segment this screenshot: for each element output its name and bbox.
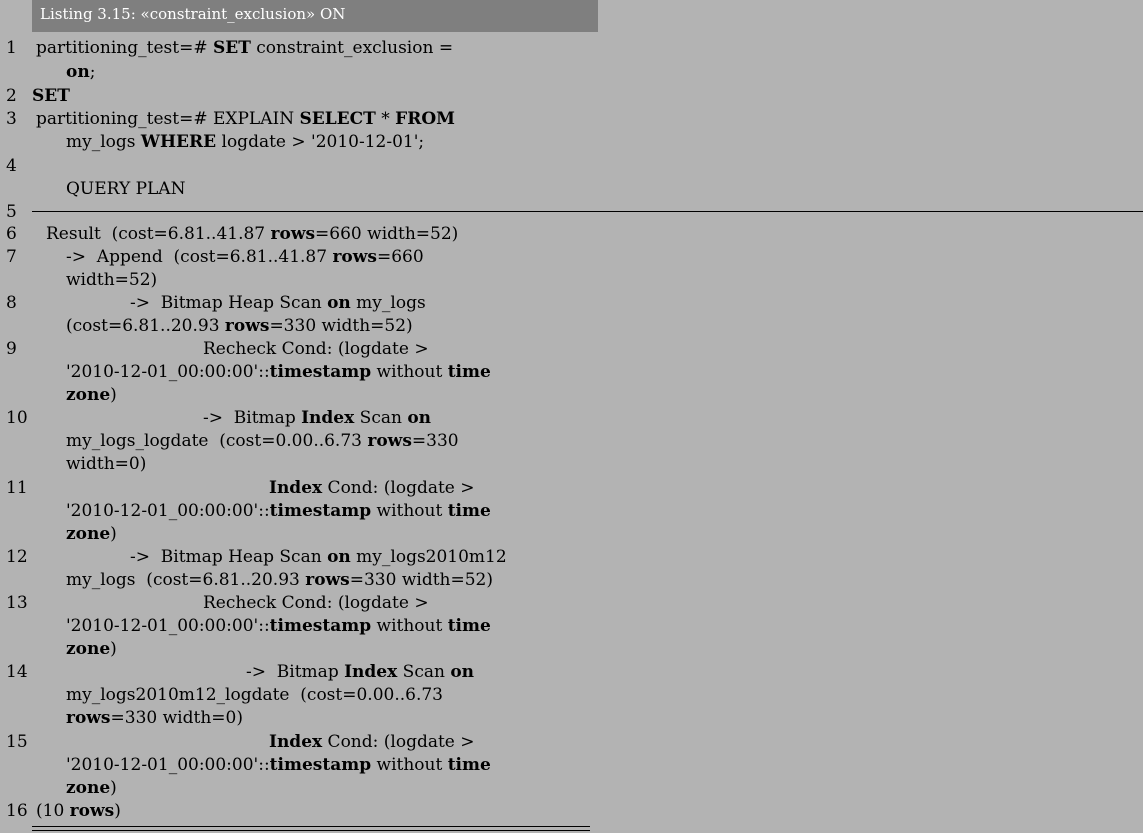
line-number: 12	[6, 547, 28, 567]
code-line	[0, 155, 1143, 178]
line-number: 14	[6, 662, 28, 682]
line-number: 1	[6, 38, 17, 58]
code-text: my_logs (cost=6.81..20.93 rows=330 width=52)	[66, 570, 494, 590]
code-line	[0, 85, 1143, 108]
code-line	[0, 523, 1143, 546]
code-text: zone)	[66, 524, 117, 544]
code-text: -> Bitmap Heap Scan on my_logs2010m12	[130, 547, 507, 567]
code-line	[0, 223, 1143, 246]
code-line	[0, 131, 1143, 154]
line-number: 5	[6, 202, 17, 222]
line-number: 10	[6, 408, 28, 428]
code-text: (cost=6.81..20.93 rows=330 width=52)	[66, 316, 413, 336]
code-text: partitioning_test=# EXPLAIN SELECT * FROM	[36, 109, 455, 129]
code-line	[0, 569, 1143, 592]
code-line	[0, 178, 1143, 201]
line-number: 6	[6, 224, 17, 244]
code-text: -> Bitmap Heap Scan on my_logs	[130, 293, 426, 313]
code-line	[0, 453, 1143, 476]
code-line	[0, 777, 1143, 800]
listing-bottom-rule	[32, 826, 590, 827]
code-line	[0, 246, 1143, 269]
code-line	[0, 407, 1143, 430]
code-line	[0, 638, 1143, 661]
code-line	[0, 384, 1143, 407]
code-text: (10 rows)	[36, 801, 121, 821]
code-text: '2010-12-01_00:00:00'::timestamp without time	[66, 755, 491, 775]
line-number: 2	[6, 86, 17, 106]
code-text: '2010-12-01_00:00:00'::timestamp without time	[66, 362, 491, 382]
code-line	[0, 292, 1143, 315]
code-text: my_logs_logdate (cost=0.00..6.73 rows=330	[66, 431, 459, 451]
code-text: Index Cond: (logdate >	[269, 732, 475, 752]
code-line	[0, 430, 1143, 453]
code-line	[0, 361, 1143, 384]
line-number: 15	[6, 732, 28, 752]
code-line	[0, 731, 1143, 754]
code-line	[0, 615, 1143, 638]
code-line	[0, 500, 1143, 523]
code-line	[0, 684, 1143, 707]
code-line	[0, 315, 1143, 338]
line-number: 8	[6, 293, 17, 313]
line-number: 7	[6, 247, 17, 267]
code-text: zone)	[66, 385, 117, 405]
code-text: '2010-12-01_00:00:00'::timestamp without time	[66, 501, 491, 521]
code-line	[0, 754, 1143, 777]
code-text: Recheck Cond: (logdate >	[203, 593, 429, 613]
code-line	[0, 800, 1143, 823]
line-number: 16	[6, 801, 28, 821]
listing-bottom-rule	[32, 830, 590, 831]
code-line	[0, 546, 1143, 569]
code-line	[0, 269, 1143, 292]
listing-caption: Listing 3.15: «constraint_exclusion» ON	[32, 0, 598, 32]
code-line	[0, 201, 1143, 224]
code-line	[0, 108, 1143, 131]
code-line	[0, 592, 1143, 615]
code-text: QUERY PLAN	[66, 179, 186, 199]
code-text: my_logs2010m12_logdate (cost=0.00..6.73	[66, 685, 443, 705]
line-number: 3	[6, 109, 17, 129]
code-text: SET	[32, 86, 70, 106]
code-text: -> Append (cost=6.81..41.87 rows=660	[66, 247, 424, 267]
code-text: rows=330 width=0)	[66, 708, 243, 728]
code-line	[0, 661, 1143, 684]
code-text: Index Cond: (logdate >	[269, 478, 475, 498]
line-number: 11	[6, 478, 28, 498]
code-line	[0, 61, 1143, 84]
code-text: width=0)	[66, 454, 147, 474]
code-line	[0, 477, 1143, 500]
code-text: zone)	[66, 639, 117, 659]
code-text: '2010-12-01_00:00:00'::timestamp without time	[66, 616, 491, 636]
code-text: -> Bitmap Index Scan on	[203, 408, 432, 428]
code-text: zone)	[66, 778, 117, 798]
line-number: 9	[6, 339, 17, 359]
code-line	[0, 707, 1143, 730]
code-text: -> Bitmap Index Scan on	[246, 662, 475, 682]
line-number: 13	[6, 593, 28, 613]
code-line	[0, 37, 1143, 60]
code-text: Result (cost=6.81..41.87 rows=660 width=52)	[46, 224, 459, 244]
code-line	[0, 338, 1143, 361]
line-number: 4	[6, 156, 17, 176]
code-text: Recheck Cond: (logdate >	[203, 339, 429, 359]
code-text: width=52)	[66, 270, 158, 290]
code-text: my_logs WHERE logdate > '2010-12-01';	[66, 132, 425, 152]
code-text: on;	[66, 62, 96, 82]
code-text: partitioning_test=# SET constraint_exclusion =	[36, 38, 454, 58]
